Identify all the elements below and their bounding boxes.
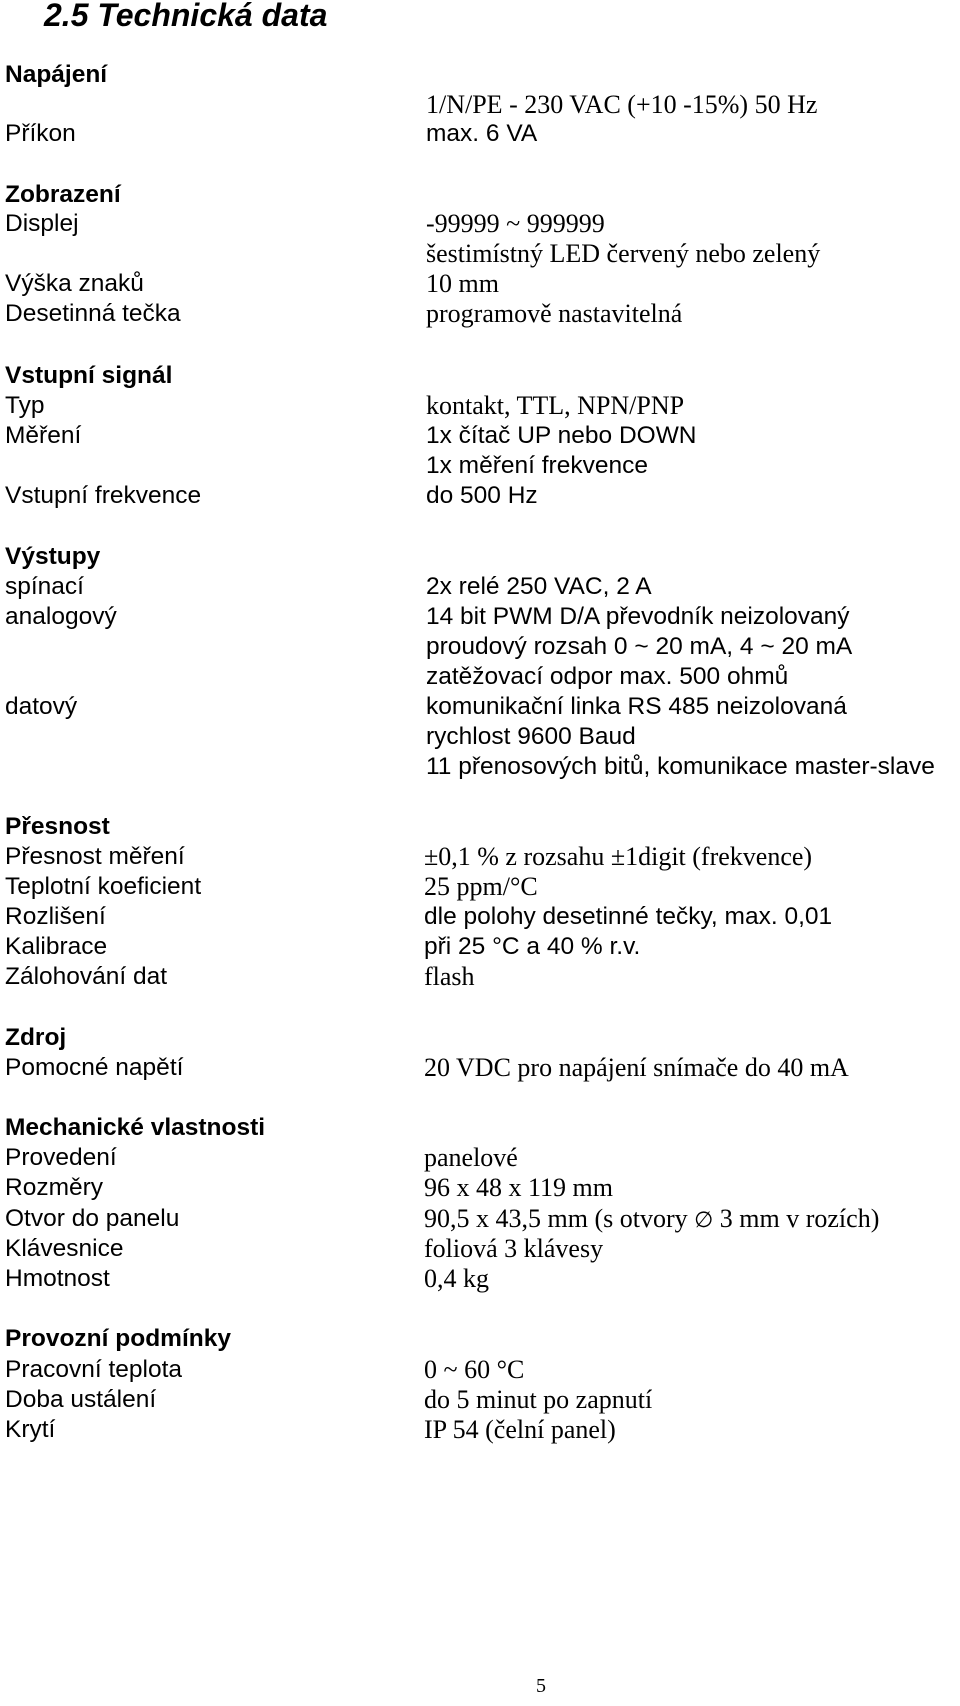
label-frekvence: Vstupní frekvence (5, 482, 202, 509)
label-rozliseni: Rozlišení (5, 903, 106, 930)
value-displej-2: šestimístný LED červený nebo zelený (426, 239, 821, 268)
value-displej: -99999 ~ 999999 (426, 209, 605, 238)
value-supply: 1/N/PE - 230 VAC (+10 -15%) 50 Hz (426, 90, 818, 119)
value-zaloha: flash (424, 962, 475, 991)
label-provedeni: Provedení (5, 1144, 117, 1171)
value-otvor (424, 1204, 879, 1236)
heading-vystupy: Výstupy (5, 543, 101, 570)
value-mereni: 1x čítač UP nebo DOWN (426, 422, 697, 449)
value-analog-2: proudový rozsah 0 ~ 20 mA, 4 ~ 20 mA (426, 633, 853, 660)
label-presnost-mereni: Přesnost měření (5, 843, 185, 870)
value-vyska: 10 mm (426, 269, 499, 298)
value-prikon: max. 6 VA (426, 120, 538, 147)
label-vyska: Výška znaků (5, 270, 144, 297)
label-tecka: Desetinná tečka (5, 300, 181, 327)
value-typ: kontakt, TTL, NPN/PNP (426, 391, 685, 420)
value-spinaci: 2x relé 250 VAC, 2 A (426, 573, 652, 600)
label-analog: analogový (5, 603, 117, 630)
heading-mech: Mechanické vlastnosti (5, 1114, 266, 1141)
label-rozmery: Rozměry (5, 1174, 104, 1201)
label-kalibrace: Kalibrace (5, 933, 108, 960)
label-typ: Typ (5, 392, 45, 419)
label-displej: Displej (5, 210, 79, 237)
label-koeficient: Teplotní koeficient (5, 873, 202, 900)
label-klavesnice: Klávesnice (5, 1235, 124, 1262)
value-napeti: 20 VDC pro napájení snímače do 40 mA (424, 1053, 849, 1082)
value-otvor-b: 3 mm v rozích) (713, 1204, 880, 1233)
label-spinaci: spínací (5, 573, 84, 600)
value-kryti: IP 54 (čelní panel) (424, 1415, 616, 1444)
heading-vstup: Vstupní signál (5, 362, 173, 389)
value-provedeni: panelové (424, 1143, 518, 1172)
value-analog-3: zatěžovací odpor max. 500 ohmů (426, 663, 789, 690)
diameter-icon: ∅ (694, 1208, 714, 1233)
value-frekvence: do 500 Hz (426, 482, 538, 509)
label-kryti: Krytí (5, 1416, 56, 1443)
value-koeficient: 25 ppm/°C (424, 872, 538, 901)
page-number: 5 (536, 1675, 546, 1697)
label-zaloha: Zálohování dat (5, 963, 168, 990)
value-datovy-3: 11 přenosových bitů, komunikace master-slave (426, 753, 935, 780)
label-hmotnost: Hmotnost (5, 1265, 110, 1292)
label-teplota: Pracovní teplota (5, 1356, 183, 1383)
value-hmotnost: 0,4 kg (424, 1264, 489, 1293)
label-otvor: Otvor do panelu (5, 1205, 180, 1232)
value-mereni-2: 1x měření frekvence (426, 452, 648, 479)
heading-zobrazeni: Zobrazení (5, 181, 121, 208)
heading-zdroj: Zdroj (5, 1024, 67, 1051)
label-datovy: datový (5, 693, 78, 720)
label-mereni: Měření (5, 422, 82, 449)
value-datovy-2: rychlost 9600 Baud (426, 723, 636, 750)
value-teplota: 0 ~ 60 °C (424, 1355, 525, 1384)
value-otvor-a: 90,5 x 43,5 mm (s otvory (424, 1204, 695, 1233)
value-tecka: programově nastavitelná (426, 299, 683, 328)
heading-provoz: Provozní podmínky (5, 1325, 231, 1352)
label-ustaleni: Doba ustálení (5, 1386, 157, 1413)
value-analog: 14 bit PWM D/A převodník neizolovaný (426, 603, 850, 630)
value-datovy: komunikační linka RS 485 neizolovaná (426, 693, 847, 720)
value-rozliseni: dle polohy desetinné tečky, max. 0,01 (424, 903, 833, 930)
label-napeti: Pomocné napětí (5, 1054, 184, 1081)
label-prikon: Příkon (5, 120, 76, 147)
heading-presnost: Přesnost (5, 813, 110, 840)
value-kalibrace: při 25 °C a 40 % r.v. (424, 933, 641, 960)
value-presnost-mereni: ±0,1 % z rozsahu ±1digit (frekvence) (424, 842, 813, 871)
heading-napajeni: Napájení (5, 61, 108, 88)
value-rozmery: 96 x 48 x 119 mm (424, 1173, 613, 1202)
page-title: 2.5 Technická data (44, 0, 328, 33)
value-klavesnice: foliová 3 klávesy (424, 1234, 604, 1263)
value-ustaleni: do 5 minut po zapnutí (424, 1385, 653, 1414)
